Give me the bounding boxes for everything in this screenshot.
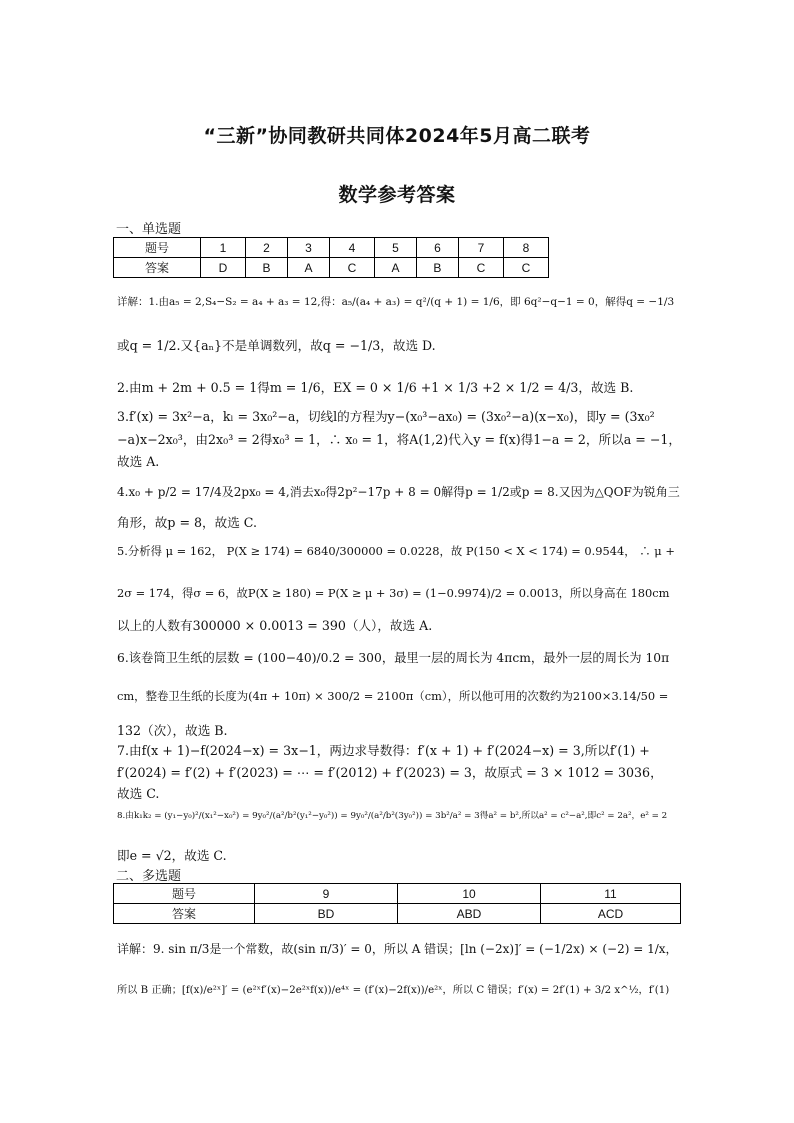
table-header-cell: 答案 — [114, 904, 255, 924]
table-header-cell: 题号 — [114, 238, 201, 258]
table-cell: D — [201, 258, 246, 278]
table-cell: 7 — [458, 238, 503, 258]
solution-line: 3.f′(x) = 3x²−a，kₗ = 3x₀²−a，切线l的方程为y−(x₀³−ax₀) = (3x₀²−a)(x−x₀)，即y = (3x₀² — [117, 409, 655, 424]
table-cell: BD — [255, 904, 398, 924]
table-cell: A — [374, 258, 416, 278]
solution-line: 故选 C. — [117, 786, 160, 801]
single-choice-answer-table — [113, 237, 549, 278]
solution-line: 即e = √2，故选 C. — [117, 848, 227, 863]
table-header-cell: 题号 — [114, 884, 255, 904]
page-subtitle: 数学参考答案 — [338, 184, 456, 206]
solution-line: 2σ = 174，得σ = 6，故P(X ≥ 180) = P(X ≥ μ + 3σ) = (1−0.9974)/2 = 0.0013，所以身高在 180cm — [117, 586, 670, 600]
solution-line: 6.该卷筒卫生纸的层数 = (100−40)/0.2 = 300，最里一层的周长为 4πcm，最外一层的周长为 10π — [117, 651, 670, 665]
solution-line: 角形，故p = 8，故选 C. — [117, 515, 257, 530]
table-row — [114, 258, 549, 278]
multi-choice-answer-table — [113, 883, 681, 924]
table-cell: 6 — [416, 238, 458, 258]
solution-line: 所以 B 正确；[f(x)/e²ˣ]′ = (e²ˣf′(x)−2e²ˣf(x))/e⁴ˣ = (f′(x)−2f(x))/e²ˣ，所以 C 错误；f′(x) = 2f′(1) + 3/2 x^½，f′(1) — [117, 985, 670, 996]
solution-line: 7.由f(x + 1)−f(2024−x) = 3x−1，两边求导数得：f′(x + 1) + f′(2024−x) = 3,所以f′(1) + — [117, 743, 650, 758]
table-cell: 1 — [201, 238, 246, 258]
solution-line: 5.分析得 μ = 162， P(X ≥ 174) = 6840/300000 = 0.0228，故 P(150 < X < 174) = 0.9544， ∴ μ + — [117, 544, 675, 558]
table-cell: 11 — [541, 884, 681, 904]
solution-line: 以上的人数有300000 × 0.0013 = 390（人），故选 A. — [117, 618, 433, 633]
table-cell: ACD — [541, 904, 681, 924]
multi-choice-heading: 二、多选题 — [116, 869, 182, 884]
solution-line: 8.由k₁k₂ = (y₁−y₀)²/(x₁²−x₀²) = 9y₀²/(a²/b²(y₁²−y₀²)) = 9y₀²/(a²/b²(3y₀²)) = 3b²/a² = 3得a² = b²,所以a² = c²−a²,即c² = 2a²，e² = 2 — [117, 811, 668, 821]
solution-line: 详解：1.由a₅ = 2,S₄−S₂ = a₄ + a₃ = 12,得：a₅/(a₄ + a₃) = q²/(q + 1) = 1/6，即 6q²−q−1 = 0，解得q = −1/3 — [117, 296, 675, 308]
table-cell: 10 — [398, 884, 541, 904]
table-cell: 8 — [503, 238, 548, 258]
table-cell: 9 — [255, 884, 398, 904]
table-header-cell: 答案 — [114, 258, 201, 278]
table-cell: 4 — [329, 238, 374, 258]
solution-line: cm，整卷卫生纸的长度为(4π + 10π) × 300/2 = 2100π（cm），所以他可用的次数约为2100×3.14/50 = — [117, 689, 669, 703]
table-cell: 3 — [287, 238, 329, 258]
solution-line: 故选 A. — [117, 454, 160, 469]
solution-line: 4.x₀ + p/2 = 17/4及2px₀ = 4,消去x₀得2p²−17p + 8 = 0解得p = 1/2或p = 8.又因为△QOF为锐角三 — [117, 485, 680, 499]
solution-line: −a)x−2x₀³，由2x₀³ = 2得x₀³ = 1，∴ x₀ = 1，将A(1,2)代入y = f(x)得1−a = 2，所以a = −1， — [117, 432, 681, 447]
page-title: “三新”协同教研共同体2024年5月高二联考 — [203, 125, 591, 147]
table-cell: B — [416, 258, 458, 278]
table-row — [114, 238, 549, 258]
table-cell: 2 — [246, 238, 288, 258]
solution-line: 或q = 1/2.又{aₙ}不是单调数列，故q = −1/3，故选 D. — [117, 338, 436, 353]
table-row — [114, 884, 681, 904]
table-row — [114, 904, 681, 924]
table-cell: C — [503, 258, 548, 278]
table-cell: C — [458, 258, 503, 278]
solution-line: 2.由m + 2m + 0.5 = 1得m = 1/6，EX = 0 × 1/6 +1 × 1/3 +2 × 1/2 = 4/3，故选 B. — [117, 380, 634, 395]
solution-line: 132（次），故选 B. — [117, 723, 228, 738]
table-cell: 5 — [374, 238, 416, 258]
single-choice-heading: 一、单选题 — [116, 222, 182, 237]
solution-line: 详解：9. sin π/3是一个常数，故(sin π/3)′ = 0，所以 A 错误；[ln (−2x)]′ = (−1/2x) × (−2) = 1/x， — [117, 942, 678, 956]
table-cell: C — [329, 258, 374, 278]
table-cell: ABD — [398, 904, 541, 924]
solution-line: f′(2024) = f′(2) + f′(2023) = ⋯ = f′(2012) + f′(2023) = 3，故原式 = 3 × 1012 = 3036， — [117, 765, 663, 780]
table-cell: A — [287, 258, 329, 278]
table-cell: B — [246, 258, 288, 278]
